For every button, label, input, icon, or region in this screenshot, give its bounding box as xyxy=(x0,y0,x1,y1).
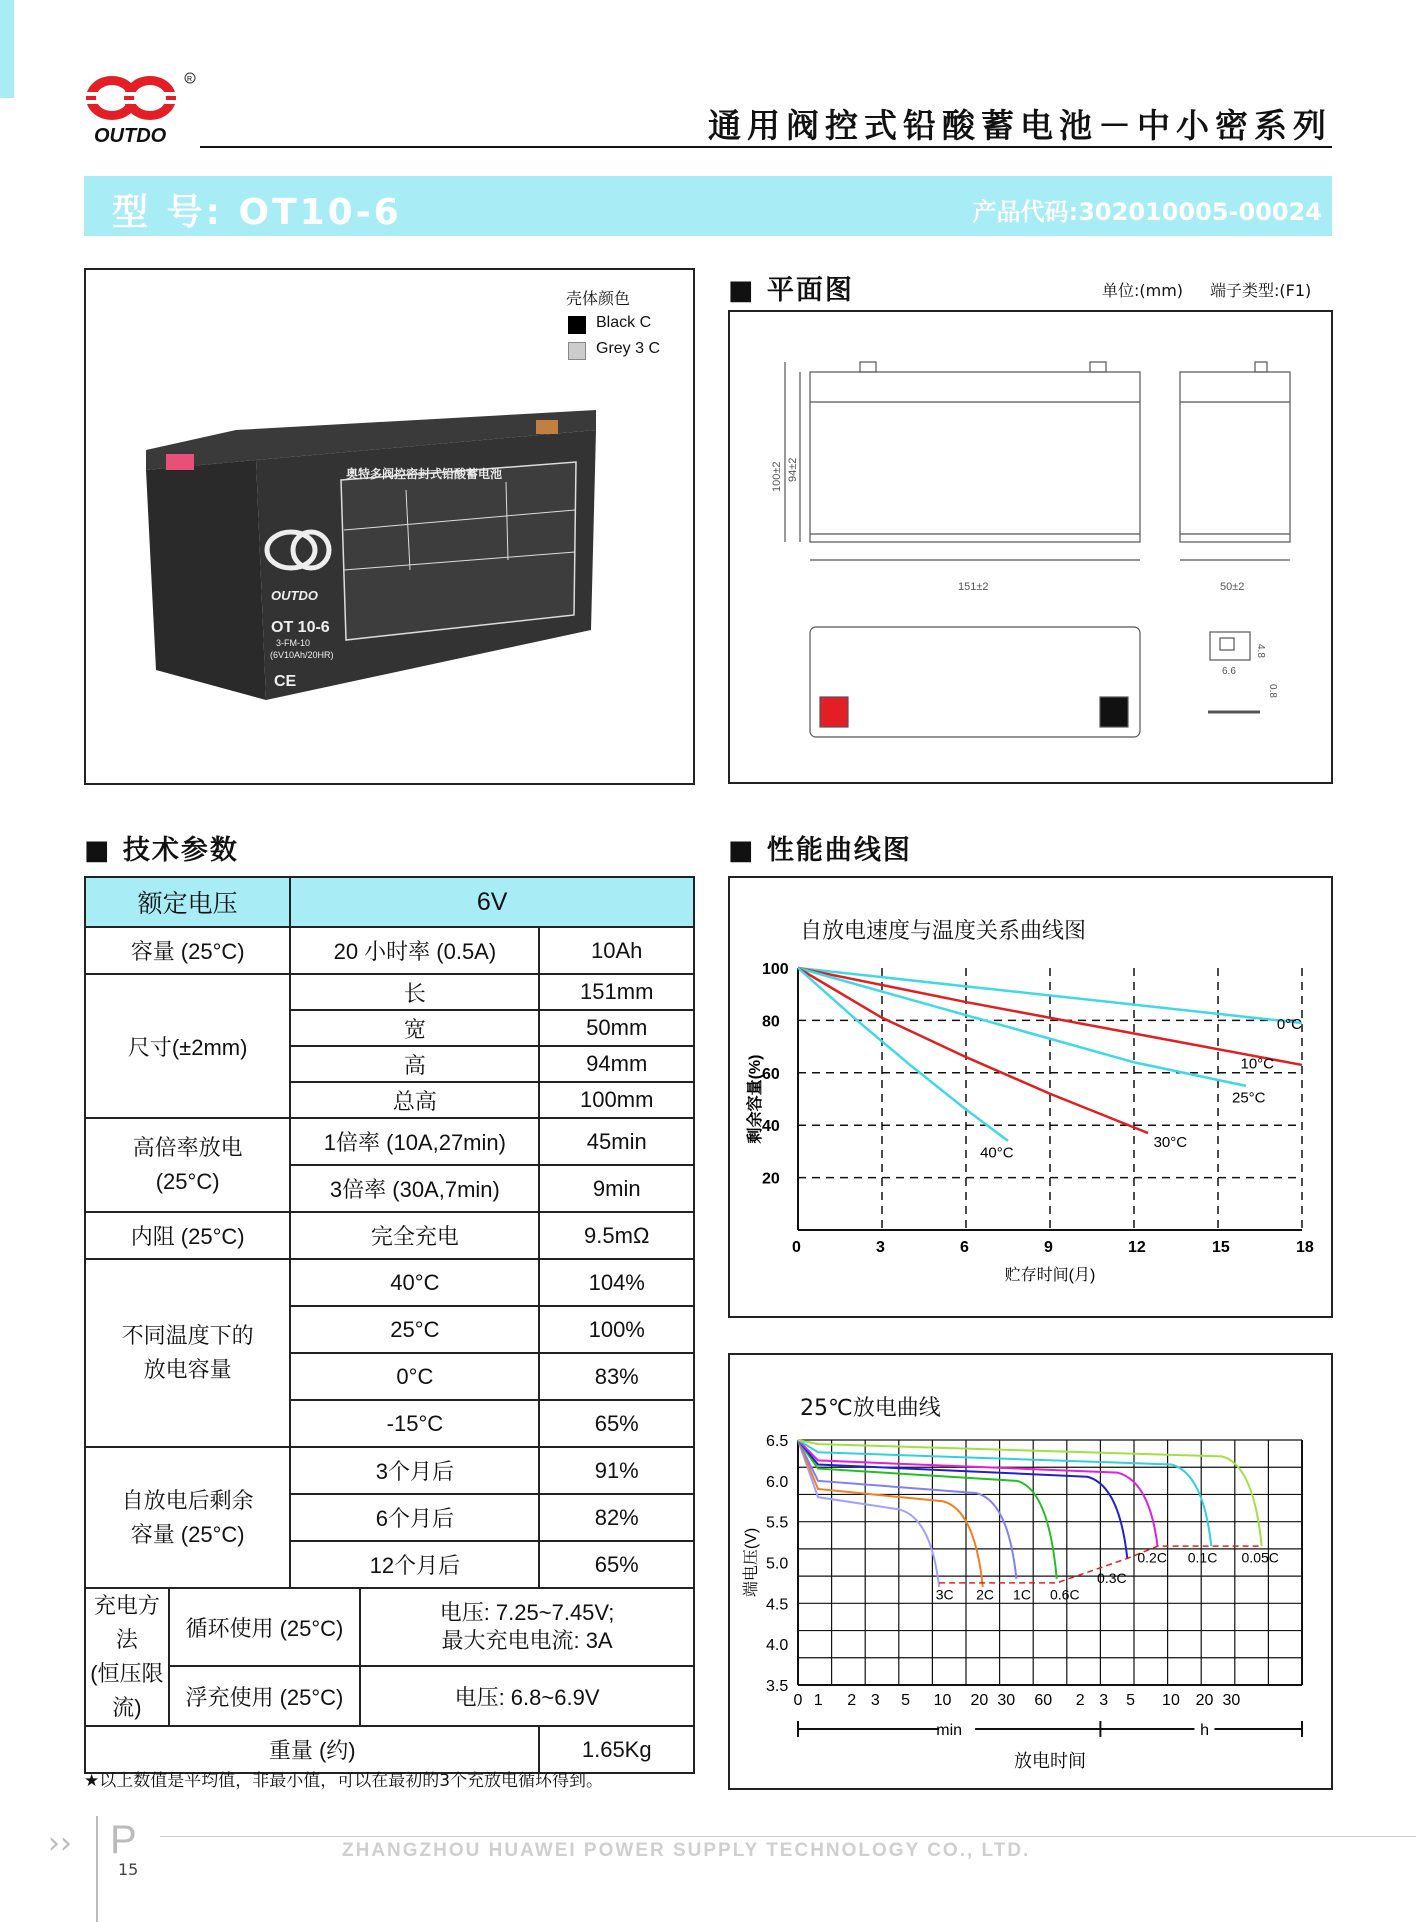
x-tick-label: 2 xyxy=(1075,1692,1085,1709)
y-tick-label: 100 xyxy=(762,961,789,978)
cycle-use-value: 电压: 7.25~7.45V; 最大充电电流: 3A xyxy=(360,1588,694,1666)
high-rate-label: 高倍率放电 (25°C) xyxy=(85,1118,290,1212)
x-axis-title: 放电时间 xyxy=(1014,1751,1086,1771)
self-discharge-key: 12个月后 xyxy=(290,1541,539,1588)
y-tick-label: 6.0 xyxy=(766,1473,789,1491)
self-discharge-chart xyxy=(730,878,1331,1316)
brand-text: OUTDO xyxy=(94,125,167,147)
series-label: 0.3C xyxy=(1097,1569,1127,1586)
battery-image xyxy=(126,370,606,730)
outdo-logo xyxy=(80,62,210,154)
footer-rule xyxy=(160,1836,1416,1837)
weight-value: 1.65Kg xyxy=(539,1726,694,1773)
title-rule xyxy=(200,146,1332,148)
series-label: 2C xyxy=(976,1586,994,1603)
footnote: ★以上数值是平均值，非最小值，可以在最初的3个充放电循环得到。 xyxy=(84,1771,604,1791)
h-label: h xyxy=(1200,1722,1210,1739)
x-axis-title: 贮存时间(月) xyxy=(1004,1267,1096,1284)
self-discharge-label: 自放电后剩余 容量 (25°C) xyxy=(85,1447,290,1588)
temp-value: 100% xyxy=(539,1306,694,1353)
rated-voltage-label: 额定电压 xyxy=(85,877,290,927)
x-tick-label: 30 xyxy=(1222,1692,1241,1709)
battery-photo-box xyxy=(84,268,695,785)
self-discharge-value: 82% xyxy=(539,1494,694,1541)
unit-label: 单位:(mm) xyxy=(1102,281,1184,300)
capacity-rate: 20 小时率 (0.5A) xyxy=(290,927,539,974)
self-discharge-value: 65% xyxy=(539,1541,694,1588)
company-name: ZHANGZHOU HUAWEI POWER SUPPLY TECHNOLOGY CO., LTD. xyxy=(342,1840,1031,1861)
battery-model: OT 10-6 xyxy=(271,619,330,636)
discharge-chart-box xyxy=(728,1353,1333,1790)
size-key: 宽 xyxy=(290,1010,539,1046)
table-row xyxy=(85,1447,694,1494)
temp-value: 104% xyxy=(539,1259,694,1306)
x-tick-label: 0 xyxy=(793,1692,803,1709)
grey-swatch xyxy=(568,342,586,360)
series-label: 0.2C xyxy=(1137,1549,1167,1566)
specs-section-title: ■ 技术参数 xyxy=(84,835,239,866)
chart2-title: 25℃放电曲线 xyxy=(800,1396,941,1421)
series-label: 0°C xyxy=(1276,1016,1302,1034)
y-axis-title: 剩余容量(%) xyxy=(747,1054,764,1144)
x-tick-label: 30 xyxy=(997,1692,1016,1709)
y-tick-label: 5.5 xyxy=(766,1514,789,1532)
battery-label-title: 奥特多阀控密封式铅酸蓄电池 xyxy=(346,467,503,481)
size-key: 高 xyxy=(290,1046,539,1082)
charge-method-label: 充电方法 (恒压限流) xyxy=(85,1588,169,1726)
x-tick-label: 10 xyxy=(1162,1692,1180,1709)
size-label: 尺寸(±2mm) xyxy=(85,974,290,1118)
series-line xyxy=(798,968,1008,1141)
size-key: 总高 xyxy=(290,1082,539,1118)
series-label: 0.05C xyxy=(1241,1549,1279,1566)
discharge-chart xyxy=(730,1355,1331,1788)
x-tick-label: 15 xyxy=(1212,1239,1230,1256)
y-tick-label: 20 xyxy=(762,1170,780,1188)
series-label: 3C xyxy=(935,1586,954,1603)
self-discharge-value: 91% xyxy=(539,1447,694,1494)
footer-divider xyxy=(96,1816,98,1922)
self-discharge-key: 6个月后 xyxy=(290,1494,539,1541)
weight-label: 重量 (约) xyxy=(85,1726,539,1773)
x-tick-label: 3 xyxy=(870,1692,880,1709)
x-tick-label: 1 xyxy=(813,1692,823,1709)
model-banner xyxy=(84,176,1332,236)
svg-text:6.6: 6.6 xyxy=(1222,666,1236,677)
product-code: 产品代码:302010005-00024 xyxy=(972,198,1322,226)
series-label: 0.6C xyxy=(1050,1586,1080,1603)
temp-key: -15°C xyxy=(290,1400,539,1447)
y-tick-label: 3.5 xyxy=(766,1678,789,1695)
x-tick-label: 20 xyxy=(970,1692,989,1709)
table-row xyxy=(85,927,694,974)
svg-text:94±2: 94±2 xyxy=(787,457,799,482)
x-tick-label: 3 xyxy=(1099,1692,1109,1709)
terminal-label: 端子类型:(F1) xyxy=(1210,281,1312,300)
internal-resistance-value: 9.5mΩ xyxy=(539,1212,694,1259)
svg-text:R: R xyxy=(187,76,193,83)
float-use-label: 浮充使用 (25°C) xyxy=(169,1666,360,1726)
y-tick-label: 60 xyxy=(762,1065,780,1083)
x-tick-label: 2 xyxy=(847,1692,857,1709)
internal-resistance-cond: 完全充电 xyxy=(290,1212,539,1259)
y-tick-label: 40 xyxy=(762,1118,780,1136)
black-color-label: Black C xyxy=(596,314,652,331)
svg-text:151±2: 151±2 xyxy=(958,581,989,593)
perf-section-title: ■ 性能曲线图 xyxy=(728,835,912,866)
x-tick-label: 9 xyxy=(1044,1239,1053,1256)
x-tick-label: 60 xyxy=(1034,1692,1053,1709)
page-title: 通用阀控式铅酸蓄电池－中小密系列 xyxy=(708,106,1332,145)
self-discharge-chart-box xyxy=(728,876,1333,1318)
series-line xyxy=(798,1440,983,1587)
battery-brand: OUTDO xyxy=(271,588,318,603)
x-tick-label: 20 xyxy=(1195,1692,1214,1709)
chart1-title: 自放电速度与温度关系曲线图 xyxy=(800,919,1087,944)
chevrons-icon: ›› xyxy=(48,1826,72,1861)
table-row xyxy=(85,1212,694,1259)
table-row xyxy=(85,877,694,927)
temp-value: 65% xyxy=(539,1400,694,1447)
size-key: 长 xyxy=(290,974,539,1010)
cycle-use-label: 循环使用 (25°C) xyxy=(169,1588,360,1666)
svg-text:4.8: 4.8 xyxy=(1255,644,1266,658)
drawing-section-title: ■ 平面图 xyxy=(728,275,854,306)
top-accent-bar xyxy=(0,0,14,98)
series-label: 1C xyxy=(1013,1586,1031,1603)
svg-text:0.8: 0.8 xyxy=(1267,684,1278,698)
x-tick-label: 18 xyxy=(1296,1239,1314,1256)
grey-color-label: Grey 3 C xyxy=(596,340,661,357)
battery-sub1: 3-FM-10 xyxy=(276,638,311,648)
spec-table xyxy=(84,876,695,1774)
page-number: 15 xyxy=(118,1860,139,1879)
capacity-value: 10Ah xyxy=(539,927,694,974)
series-label: 10°C xyxy=(1240,1055,1274,1073)
series-label: 0.1C xyxy=(1187,1549,1218,1566)
table-row xyxy=(85,1666,694,1726)
x-tick-label: 5 xyxy=(1126,1692,1136,1709)
shell-color-label: 壳体颜色 xyxy=(566,289,631,308)
y-tick-label: 80 xyxy=(762,1013,780,1031)
float-use-value: 电压: 6.8~6.9V xyxy=(360,1666,694,1726)
series-label: 40°C xyxy=(980,1144,1014,1162)
high-rate-key: 1倍率 (10A,27min) xyxy=(290,1118,539,1165)
svg-text:100±2: 100±2 xyxy=(771,461,783,492)
series-label: 25°C xyxy=(1232,1089,1266,1107)
high-rate-value: 9min xyxy=(539,1165,694,1212)
series-label: 30°C xyxy=(1153,1134,1188,1152)
capacity-label: 容量 (25°C) xyxy=(85,927,290,974)
page-letter: P xyxy=(110,1818,137,1862)
table-row xyxy=(85,1588,694,1666)
self-discharge-key: 3个月后 xyxy=(290,1447,539,1494)
model-text: 型 号: OT10-6 xyxy=(112,192,402,233)
x-tick-label: 12 xyxy=(1128,1239,1146,1256)
temp-key: 25°C xyxy=(290,1306,539,1353)
high-rate-key: 3倍率 (30A,7min) xyxy=(290,1165,539,1212)
temp-key: 40°C xyxy=(290,1259,539,1306)
battery-sub2: (6V10Ah/20HR) xyxy=(270,650,334,660)
svg-text:50±2: 50±2 xyxy=(1220,581,1245,593)
x-tick-label: 6 xyxy=(960,1239,969,1256)
drawing-box xyxy=(728,310,1333,784)
x-tick-label: 5 xyxy=(901,1692,910,1709)
y-axis-title: 端电压(V) xyxy=(743,1527,760,1598)
table-row xyxy=(85,974,694,1010)
y-tick-label: 5.0 xyxy=(766,1555,789,1573)
internal-resistance-label: 内阻 (25°C) xyxy=(85,1212,290,1259)
size-value: 94mm xyxy=(539,1046,694,1082)
size-value: 50mm xyxy=(539,1010,694,1046)
x-tick-label: 3 xyxy=(876,1239,885,1256)
min-label: min xyxy=(936,1722,963,1739)
technical-drawing xyxy=(730,312,1331,782)
high-rate-value: 45min xyxy=(539,1118,694,1165)
size-value: 100mm xyxy=(539,1082,694,1118)
x-tick-label: 0 xyxy=(792,1239,801,1256)
table-row xyxy=(85,1118,694,1165)
size-value: 151mm xyxy=(539,974,694,1010)
y-tick-label: 6.5 xyxy=(766,1433,789,1450)
y-tick-label: 4.0 xyxy=(766,1637,789,1655)
x-tick-label: 10 xyxy=(933,1692,952,1709)
temp-key: 0°C xyxy=(290,1353,539,1400)
y-tick-label: 4.5 xyxy=(766,1596,789,1614)
rated-voltage-value: 6V xyxy=(290,877,694,927)
table-row xyxy=(85,1259,694,1306)
svg-text:CE: CE xyxy=(274,673,297,690)
temp-value: 83% xyxy=(539,1353,694,1400)
black-swatch xyxy=(568,316,586,334)
temp-capacity-label: 不同温度下的 放电容量 xyxy=(85,1259,290,1447)
